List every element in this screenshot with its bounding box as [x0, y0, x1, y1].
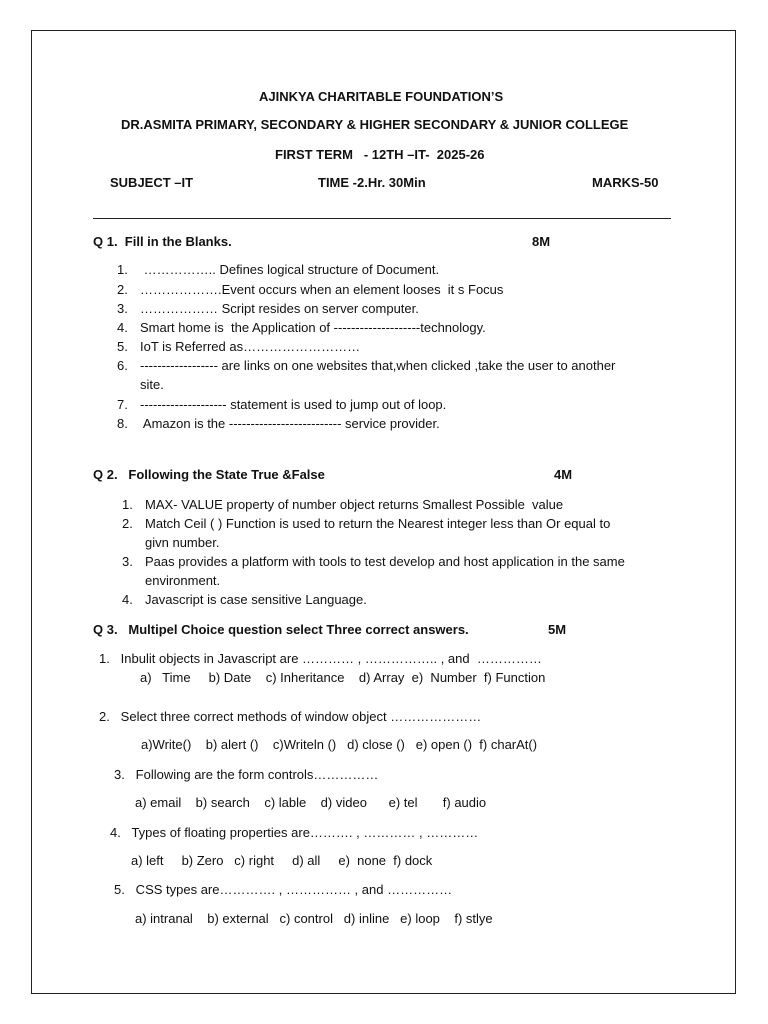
q1-item-number: 3. — [117, 301, 128, 316]
header-divider — [93, 218, 671, 219]
q1-item-number: 6. — [117, 358, 128, 373]
q3-options: a)Write() b) alert () c)Writeln () d) close () e) open () f) charAt() — [141, 737, 538, 752]
q1-item-number: 5. — [117, 339, 128, 354]
q2-title: Q 2. Following the State True &False — [93, 467, 325, 482]
q3-question: 4. Types of floating properties are………. , ………… , ………… — [110, 825, 479, 840]
q3-title: Q 3. Multipel Choice question select Three correct answers. — [93, 622, 469, 637]
q3-question: 5. CSS types are…………. , …………… , and …………… — [114, 882, 453, 897]
q3-options: a) intranal b) external c) control d) inline e) loop f) stlye — [135, 911, 493, 926]
q2-marks: 4M — [554, 467, 573, 482]
q3-question: 1. Inbulit objects in Javascript are ………… , …………….. , and …………… — [99, 651, 542, 666]
q1-title: Q 1. Fill in the Blanks. — [93, 234, 232, 249]
time-label: TIME -2.Hr. 30Min — [318, 175, 426, 190]
q1-item-text: ……………….Event occurs when an element looses it s Focus — [140, 282, 504, 297]
q2-item-number: 3. — [122, 554, 133, 569]
q1-item-text: -------------------- statement is used to jump out of loop. — [140, 397, 447, 412]
q2-item-number: 4. — [122, 592, 133, 607]
q3-question: 3. Following are the form controls…………… — [114, 767, 379, 782]
q2-item-text: Match Ceil ( ) Function is used to return the Nearest integer less than Or equal to — [145, 516, 611, 531]
subject-label: SUBJECT –IT — [110, 175, 194, 190]
q2-item-text: Javascript is case sensitive Language. — [145, 592, 367, 607]
q3-options: a) email b) search c) lable d) video e) tel f) audio — [135, 795, 487, 810]
q1-item-text: …………….. Defines logical structure of Document. — [140, 262, 440, 277]
q3-marks: 5M — [548, 622, 567, 637]
q3-options: a) left b) Zero c) right d) all e) none f) dock — [131, 853, 433, 868]
q1-item-text: ……………… Script resides on server computer. — [140, 301, 419, 316]
marks-label: MARKS-50 — [592, 175, 659, 190]
q1-item-text: Amazon is the -------------------------- service provider. — [140, 416, 440, 431]
q2-item-text: Paas provides a platform with tools to test develop and host application in the same — [145, 554, 625, 569]
q2-item-text-continued: givn number. — [145, 535, 220, 550]
q1-item-number: 8. — [117, 416, 128, 431]
q1-item-text: Smart home is the Application of --------------------technology. — [140, 320, 486, 335]
q2-item-number: 2. — [122, 516, 133, 531]
q2-item-text-continued: environment. — [145, 573, 221, 588]
q3-question: 2. Select three correct methods of window object ………………… — [99, 709, 482, 724]
foundation-name: AJINKYA CHARITABLE FOUNDATION’S — [259, 89, 504, 104]
college-name: DR.ASMITA PRIMARY, SECONDARY & HIGHER SECONDARY & JUNIOR COLLEGE — [121, 117, 629, 132]
q1-item-text: ------------------ are links on one websites that,when clicked ,take the user to another — [140, 358, 616, 373]
q3-options: a) Time b) Date c) Inheritance d) Array e) Number f) Function — [140, 670, 546, 685]
q1-item-text: IoT is Referred as……………………… — [140, 339, 361, 354]
q1-marks: 8M — [532, 234, 551, 249]
q1-item-number: 1. — [117, 262, 128, 277]
exam-term: FIRST TERM - 12TH –IT- 2025-26 — [275, 147, 485, 162]
q2-item-number: 1. — [122, 497, 133, 512]
q2-item-text: MAX- VALUE property of number object returns Smallest Possible value — [145, 497, 564, 512]
q1-item-number: 7. — [117, 397, 128, 412]
q1-item-number: 2. — [117, 282, 128, 297]
q1-item-text-continued: site. — [140, 377, 164, 392]
q1-item-number: 4. — [117, 320, 128, 335]
